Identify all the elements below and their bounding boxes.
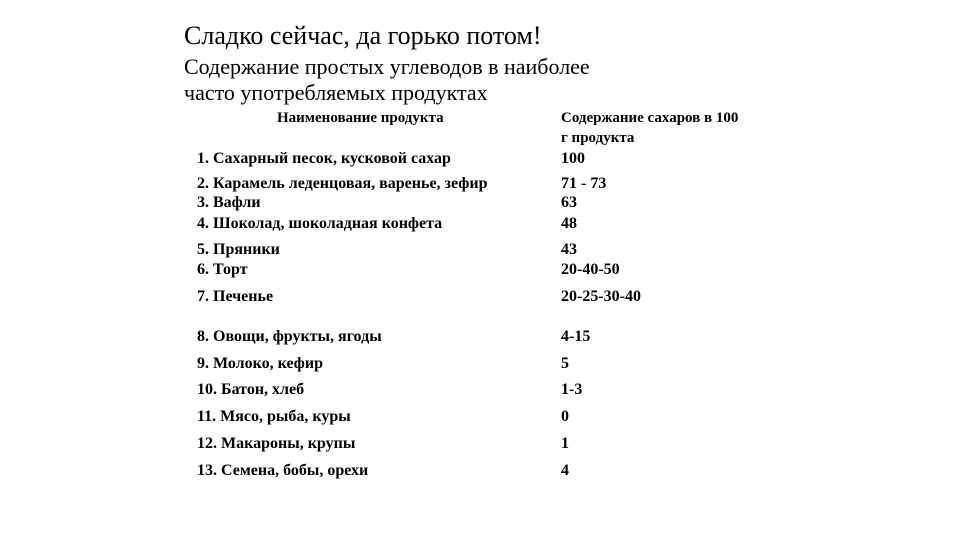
table-row-value: 63 <box>561 194 577 211</box>
table-row-value: 71 - 73 <box>561 175 607 192</box>
table-row-value: 48 <box>561 215 577 232</box>
table-row-value: 5 <box>561 355 569 372</box>
table-row-value: 20-25-30-40 <box>561 288 641 305</box>
header-product: Наименование продукта <box>277 110 444 126</box>
table-row-value: 1 <box>561 435 569 452</box>
table-row-name: 10. Батон, хлеб <box>197 381 305 398</box>
table-row-name: 8. Овощи, фрукты, ягоды <box>197 328 382 345</box>
header-sugar-line-1: Содержание сахаров в 100 <box>561 110 739 126</box>
table-row-name: 5. Пряники <box>197 241 280 258</box>
table-row-name: 6. Торт <box>197 261 248 278</box>
header-sugar-line-2: г продукта <box>561 130 635 146</box>
subtitle-line-2: часто употребляемых продуктах <box>184 80 488 105</box>
table-row-name: 11. Мясо, рыба, куры <box>197 408 351 425</box>
table-row-name: 1. Сахарный песок, кусковой сахар <box>197 150 451 167</box>
table-row-value: 1-3 <box>561 381 583 398</box>
table-row-value: 4-15 <box>561 328 591 345</box>
table-row-name: 2. Карамель леденцовая, варенье, зефир <box>197 175 488 192</box>
table-row-name: 3. Вафли <box>197 194 261 211</box>
table-row-value: 4 <box>561 462 569 479</box>
table-row-value: 0 <box>561 408 569 425</box>
table-row-value: 43 <box>561 241 577 258</box>
table-row-name: 12. Макароны, крупы <box>197 435 356 452</box>
table-row-value: 100 <box>561 150 585 167</box>
table-row-name: 4. Шоколад, шоколадная конфета <box>197 215 443 232</box>
table-row-name: 7. Печенье <box>197 288 274 305</box>
table-row-value: 20-40-50 <box>561 261 620 278</box>
table-row-name: 9. Молоко, кефир <box>197 355 323 372</box>
table-row-name: 13. Семена, бобы, орехи <box>197 462 369 479</box>
slide-title: Сладко сейчас, да горько потом! <box>184 21 542 50</box>
subtitle-line-1: Содержание простых углеводов в наиболее <box>184 54 590 79</box>
